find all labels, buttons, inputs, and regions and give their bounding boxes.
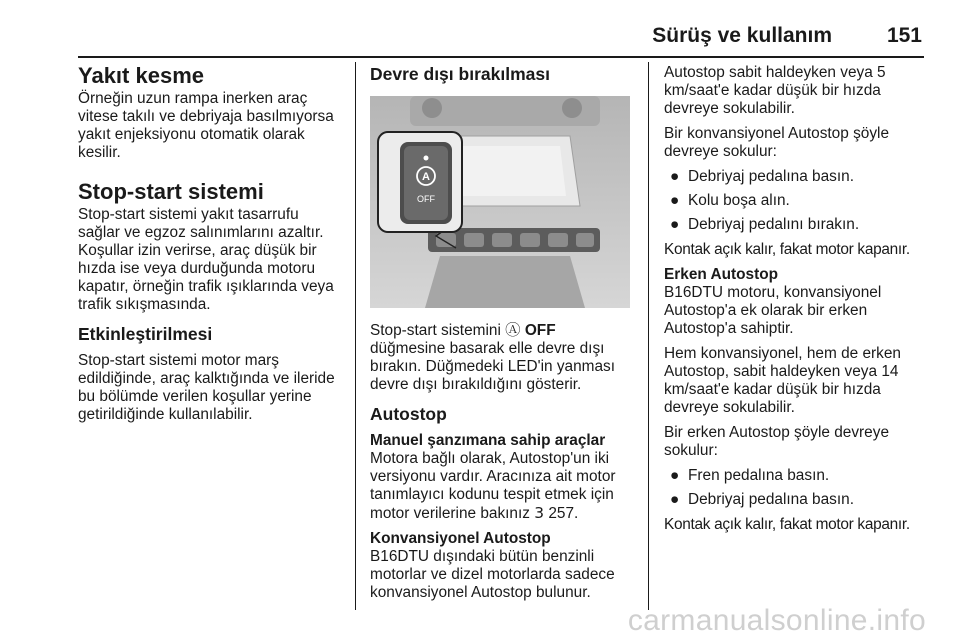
paragraph-conventional: B16DTU dışındaki bütün benzinli motorlar ve dizel motorlarda sadece konvansiyonel Autostop bulunur. (370, 548, 615, 601)
paragraph-ignition-1: Kontak açık kalır, fakat motor kapanır. (664, 241, 910, 258)
list-item: ● Fren pedalına basın. (670, 467, 830, 484)
page-header (78, 16, 924, 58)
page-number: 151 (886, 24, 922, 47)
heading-activation: Etkinleştirilmesi (78, 324, 213, 344)
list-item: ● Debriyaj pedalına basın. (670, 168, 854, 185)
paragraph-stop-start: Stop-start sistemi yakıt tasarrufu sağlar ve egzoz salınımlarını azaltır. Koşullar izin verirse, araç düşük bir hızda ise veya durduğunda motoru kapatır, örneğin trafik ışıklarında veya trafik sıkışmasında. (78, 206, 334, 313)
heading-early-autostop: Erken Autostop (664, 266, 779, 283)
list-early-steps (664, 467, 930, 509)
photo-button-label: OFF (417, 194, 435, 204)
column-left (78, 64, 344, 431)
header-title: Sürüş ve kullanım (652, 24, 832, 47)
paragraph-fuel-cut: Örneğin uzun rampa inerken araç vitese takılı ve debriyaja basılmıyorsa yakıt enjeksiyonu otomatik olarak kesilir. (78, 90, 334, 161)
svg-text:A: A (422, 171, 430, 183)
heading-manual-transmission: Manuel şanzımana sahip araçlar (370, 432, 606, 449)
paragraph-conventional-how: Bir konvansiyonel Autostop şöyle devreye sokulur: (664, 125, 890, 160)
list-conventional-steps (664, 168, 930, 234)
heading-deactivation: Devre dışı bırakılması (370, 64, 550, 84)
paragraph-activation: Stop-start sistemi motor marş edildiğinde, araç kalktığında ve ileride bu bölümde verilen koşullar yerine getirildiğinde kullanılabilir. (78, 352, 335, 423)
stop-start-button-photo (370, 96, 630, 308)
list-item: ● Kolu boşa alın. (670, 192, 790, 209)
watermark: carmanualsonline.info (627, 604, 926, 637)
paragraph-early-2: Hem konvansiyonel, hem de erken Autostop, sabit haldeyken veya 14 km/saat'e kadar düşük bir hızda devreye sokulabilir. (664, 345, 901, 416)
paragraph-manual: Motora bağlı olarak, Autostop'un iki versiyonu vardır. Aracınıza ait motor tanımlayıcı kodunu tespit etmek için motor verilerine bakınız 3 257. (370, 450, 616, 522)
column-divider (648, 62, 649, 610)
column-divider (355, 62, 356, 610)
list-item: ● Debriyaj pedalını bırakın. (670, 216, 860, 233)
column-middle (370, 64, 630, 609)
page-ref-arrow-icon: 3 (534, 504, 545, 522)
autostop-symbol-icon: Ⓐ (505, 322, 521, 339)
column-right (664, 64, 930, 541)
heading-conventional-autostop: Konvansiyonel Autostop (370, 530, 551, 547)
paragraph-autostop-intro: Autostop sabit haldeyken veya 5 km/saat'e kadar düşük bir hızda devreye sokulabilir. (664, 64, 886, 117)
list-item: ● Debriyaj pedalına basın. (670, 491, 854, 508)
heading-fuel-cut: Yakıt kesme (78, 63, 204, 88)
heading-stop-start: Stop-start sistemi (78, 179, 264, 204)
paragraph-early-how: Bir erken Autostop şöyle devreye sokulur: (664, 424, 889, 459)
paragraph-ignition-2: Kontak açık kalır, fakat motor kapanır. (664, 516, 910, 533)
paragraph-deactivation: Stop-start sistemini Ⓐ OFF düğmesine basarak elle devre dışı bırakın. Düğmedeki LED'in yanması devre dışı bırakıldığını gösterir. (370, 322, 616, 393)
heading-autostop: Autostop (370, 404, 447, 424)
paragraph-early-1: B16DTU motoru, konvansiyonel Autostop'a ek olarak bir erken Autostop'a sahiptir. (664, 284, 882, 337)
page-ref-link[interactable]: 257. (548, 505, 579, 522)
